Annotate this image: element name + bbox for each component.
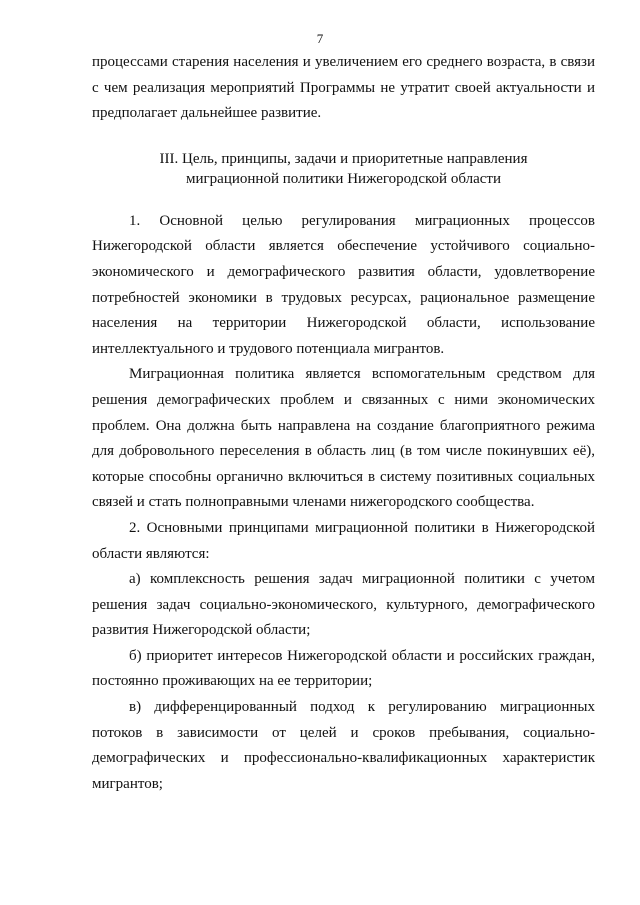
paragraph-principle-b: б) приоритет интересов Нижегородской области и российских граждан, постоянно проживающих на ее территории; — [92, 647, 595, 690]
section-heading — [92, 149, 595, 189]
intro-paragraph: процессами старения населения и увеличением его среднего возраста, в связи с чем реализация мероприятий Программы не утратит своей актуальности и предполагает дальнейшее развитие. — [92, 54, 595, 122]
section-heading-line-1: III. Цель, принципы, задачи и приоритетные направления — [159, 150, 528, 167]
paragraph-principle-c: в) дифференцированный подход к регулированию миграционных потоков в зависимости от целей и сроков пребывания, социально-демографических и профессионально-квалификационных характеристик мигрантов; — [92, 699, 595, 792]
paragraph-principle-a: а) комплексность решения задач миграционной политики с учетом решения задач социально-экономического, культурного, демографического развития Нижегородской области; — [92, 571, 595, 639]
document-body — [92, 50, 595, 797]
paragraph-principles: 2. Основными принципами миграционной политики в Нижегородской области являются: — [92, 519, 595, 562]
page-number: 7 — [316, 31, 324, 46]
paragraph-goal: 1. Основной целью регулирования миграционных процессов Нижегородской области является обеспечение устойчивого социально-экономического и демографического развития области, удовлетворение потребностей экономики в трудовых ресурсах, рациональное размещение населения на территории Нижегородской области, использование интеллектуального и трудового потенциала мигрантов. — [92, 212, 595, 357]
paragraph-policy: Миграционная политика является вспомогательным средством для решения демографических проблем и связанных с ними экономических проблем. Она должна быть направлена на создание благоприятного режима для добровольного переселения в область лиц (в том числе покинувших её), которые способны органично включиться в систему позитивных социальных связей и стать полноправными членами нижегородского сообщества. — [92, 366, 595, 511]
section-heading-line-2: миграционной политики Нижегородской области — [186, 170, 501, 187]
